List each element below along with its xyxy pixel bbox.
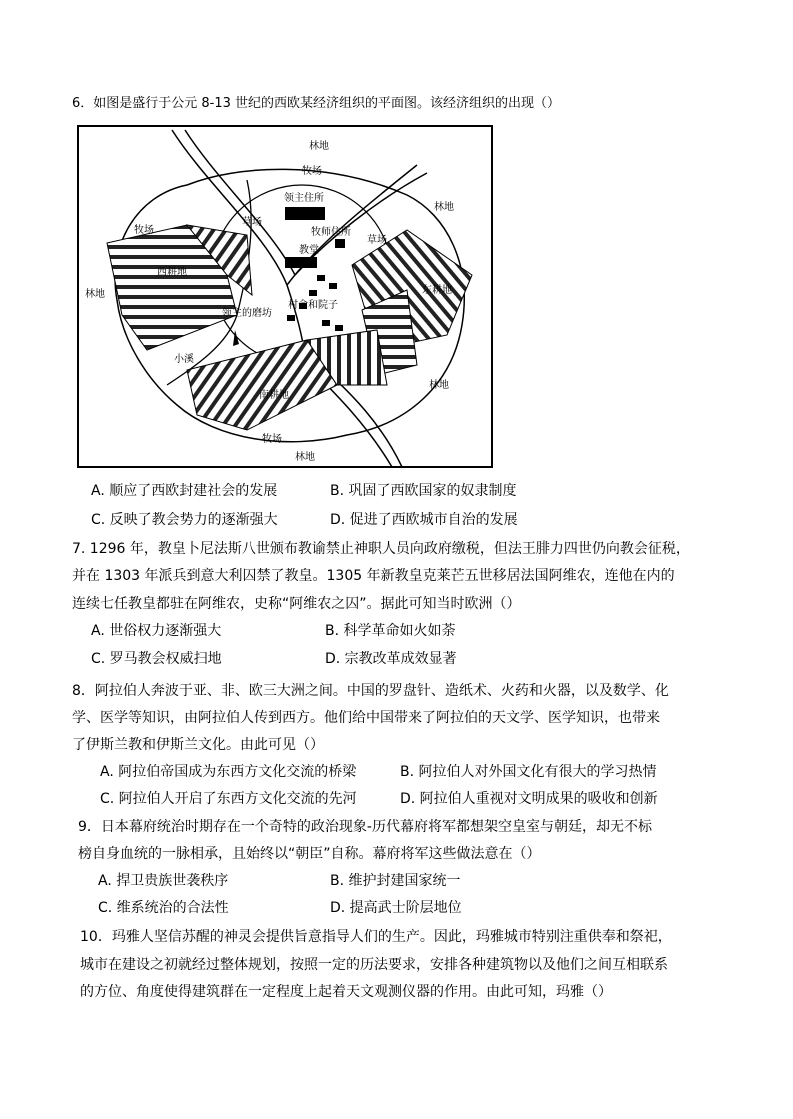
q7-line-1: 7. 1296 年，教皇卜尼法斯八世颁布教谕禁止神职人员向政府缴税，但法王腓力四世仍向教会征税， (72, 541, 690, 557)
q8-option-a[interactable]: A. 阿拉伯帝国成为东西方文化交流的桥梁 (100, 764, 357, 780)
q6-option-c[interactable]: C. 反映了教会势力的逐渐强大 (91, 512, 278, 528)
q9-line-2: 榜自身血统的一脉相承，且始终以“朝臣”自称。幕府将军这些做法意在（） (78, 846, 541, 862)
label-east-field: 东耕地 (422, 285, 452, 296)
q8-line-1: 8．阿拉伯人奔波于亚、非、欧三大洲之间。中国的罗盘针、造纸术、火药和火器，以及数学、化 (72, 683, 669, 699)
q7-option-b[interactable]: B. 科学革命如火如荼 (325, 623, 456, 639)
q10-line-3: 的方位、角度使得建筑群在一定程度上起着天文观测仪器的作用。由此可知，玛雅（） (80, 984, 612, 1000)
lord-residence-building (285, 207, 325, 220)
q7-line-2: 并在 1303 年派兵到意大利囚禁了教皇。1305 年新教皇克莱芒五世移居法国阿维农，连他在内的 (72, 568, 675, 584)
label-pasture-bottom: 牧场 (262, 434, 282, 445)
label-lord-mill: 领主的磨坊 (222, 308, 272, 319)
q6-option-b[interactable]: B. 巩固了西欧国家的奴隶制度 (330, 483, 517, 499)
label-pasture-left: 牧场 (134, 225, 154, 236)
q7-option-a[interactable]: A. 世俗权力逐渐强大 (91, 623, 222, 639)
q9-line-1: 9．日本幕府统治时期存在一个奇特的政治现象-历代幕府将军都想架空皇室与朝廷，却无不标 (78, 819, 652, 835)
label-meadow-right: 草场 (367, 235, 387, 246)
q6-option-d[interactable]: D. 促进了西欧城市自治的发展 (330, 512, 518, 528)
q10-line-1: 10．玛雅人坚信苏醒的神灵会提供旨意指导人们的生产。因此，玛雅城市特别注重供奉和祭祀， (80, 929, 672, 945)
church-building (285, 257, 317, 268)
pastor-house-building (335, 239, 345, 248)
label-stream: 小溪 (174, 354, 194, 365)
q8-line-2: 学、医学等知识，由阿拉伯人传到西方。他们给中国带来了阿拉伯的天文学、医学知识，也带来 (72, 710, 660, 726)
label-village: 村舍和院子 (288, 300, 338, 311)
label-west-field: 西耕地 (157, 267, 187, 278)
q7-line-3: 连续七任教皇都驻在阿维农，史称“阿维农之囚”。据此可知当时欧洲（） (72, 596, 521, 612)
label-meadow-left: 草场 (242, 217, 262, 228)
q8-option-b[interactable]: B. 阿拉伯人对外国文化有很大的学习热情 (400, 764, 657, 780)
q10-line-2: 城市在建设之初就经过整体规划，按照一定的历法要求，安排各种建筑物以及他们之间互相联系 (80, 957, 668, 973)
label-forest-left: 林地 (85, 289, 105, 300)
q8-option-d[interactable]: D. 阿拉伯人重视对文明成果的吸收和创新 (400, 791, 658, 807)
label-pastor-residence: 牧师住所 (311, 227, 351, 238)
label-forest-right: 林地 (434, 202, 454, 213)
q6-option-a[interactable]: A. 顺应了西欧封建社会的发展 (91, 483, 278, 499)
label-pasture-top: 牧场 (302, 166, 322, 177)
q7-option-c[interactable]: C. 罗马教会权威扫地 (91, 651, 222, 667)
q8-line-3: 了伊斯兰教和伊斯兰文化。由此可见（） (72, 737, 324, 753)
q9-option-d[interactable]: D. 提高武士阶层地位 (330, 900, 462, 916)
manor-plan-map (77, 125, 493, 468)
q8-option-c[interactable]: C. 阿拉伯人开启了东西方文化交流的先河 (100, 791, 357, 807)
q9-option-a[interactable]: A. 捍卫贵族世袭秩序 (98, 873, 229, 889)
label-church: 教堂 (299, 245, 319, 256)
label-south-field: 南耕地 (259, 390, 289, 401)
label-forest-bottom: 林地 (295, 452, 315, 463)
q7-option-d[interactable]: D. 宗教改革成效显著 (325, 651, 457, 667)
q9-option-b[interactable]: B. 维护封建国家统一 (330, 873, 461, 889)
q9-option-c[interactable]: C. 维系统治的合法性 (98, 900, 229, 916)
label-forest-top: 林地 (309, 141, 329, 152)
label-lord-residence: 领主住所 (284, 193, 324, 204)
q6-stem: 6．如图是盛行于公元 8-13 世纪的西欧某经济组织的平面图。该经济组织的出现（） (72, 96, 561, 111)
label-forest-lower-right: 林地 (429, 380, 449, 391)
